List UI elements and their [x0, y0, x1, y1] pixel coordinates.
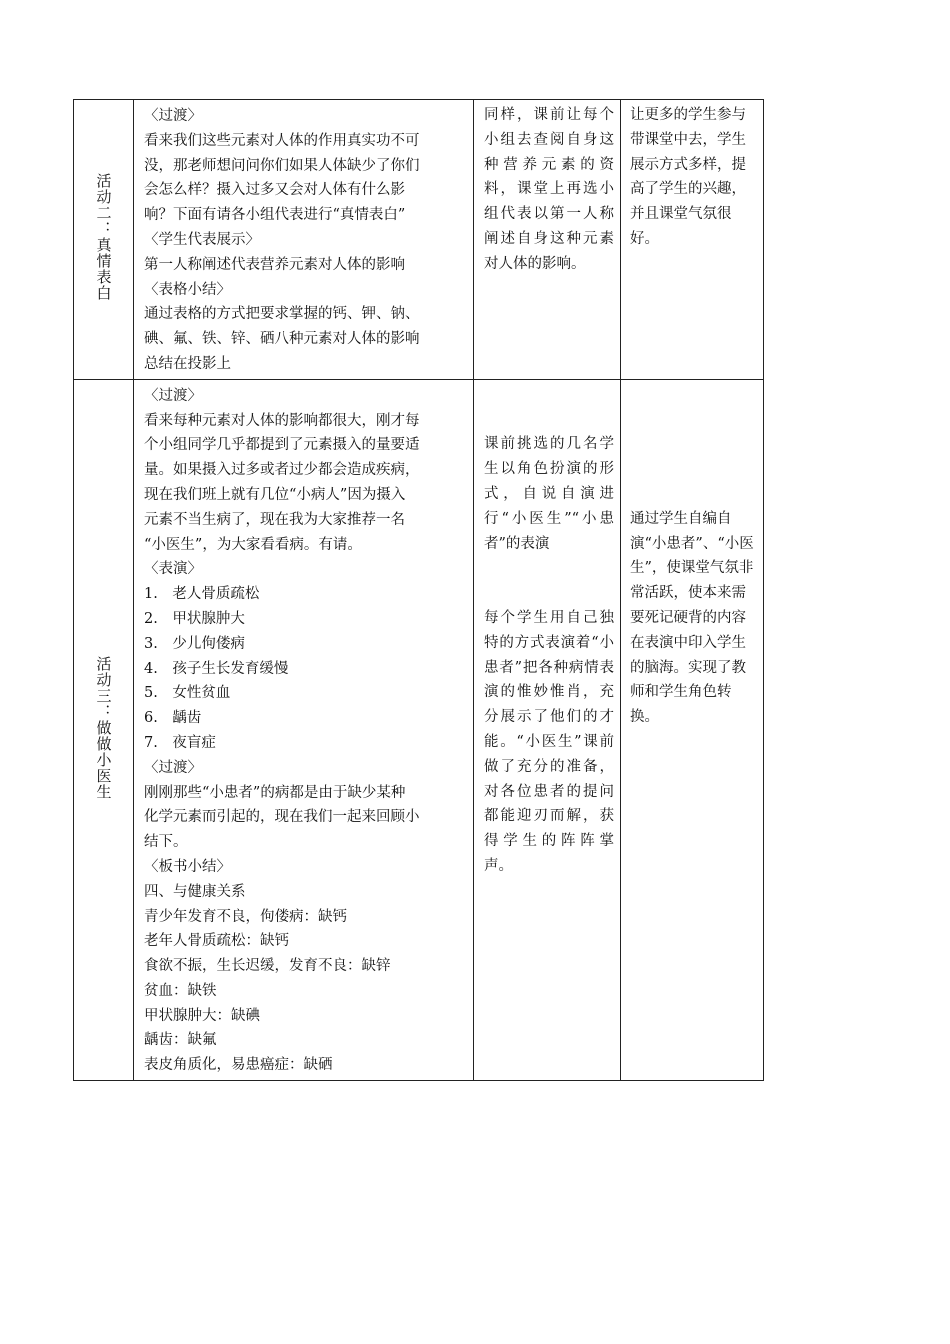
student-activity-text: 同样，课前让每个小组去查阅自身这种营养元素的资料，课堂上再选小组代表以第一人称阐述自身这种元素对人体的影响。: [484, 107, 614, 272]
content-line: 化学元素而引起的，现在我们一起来回顾小: [144, 809, 420, 826]
design-intent-text: 通过学生自编自演“小患者”、“小医生”，使课堂气氛非常活跃，使本来需要死记硬背的内容在表演中印入学生的脑海。实现了教师和学生角色转换。: [630, 510, 754, 726]
content-line: 7. 夜盲症: [144, 734, 216, 751]
content-line: 6. 龋齿: [144, 710, 202, 727]
student-activity-block: [474, 380, 620, 881]
content-line: 〈过渡〉: [144, 108, 202, 124]
content-line: 老年人骨质疏松：缺钙: [144, 933, 289, 950]
content-line: 个小组同学几乎都提到了元素摄入的量要适: [144, 437, 420, 454]
content-line: 甲状腺肿大：缺碘: [144, 1007, 260, 1024]
content-line: 响？下面有请各小组代表进行“真情表白”: [144, 207, 406, 224]
content-line: 第一人称阐述代表营养元素对人体的影响: [144, 256, 405, 273]
content-line: 〈过渡〉: [144, 759, 202, 776]
student-activity-text: 课前挑选的几名学生以角色扮演的形式，自说自演进行“小医生”“小患者”的表演: [484, 436, 614, 552]
content-line: 食欲不振，生长迟缓，发育不良：缺锌: [144, 958, 391, 975]
table-row: [74, 379, 764, 1080]
content-line: 〈表演〉: [144, 561, 202, 578]
content-line: 青少年发育不良，佝偻病：缺钙: [144, 908, 347, 925]
content-line: 〈学生代表展示〉: [144, 231, 260, 248]
content-line: 贫血：缺铁: [144, 982, 217, 999]
content-line: 刚刚那些“小患者”的病都是由于缺少某种: [144, 784, 406, 801]
content-line: 通过表格的方式把要求掌握的钙、钾、钠、: [144, 306, 420, 323]
content-line: 〈过渡〉: [144, 387, 202, 404]
content-line: 2. 甲状腺肿大: [144, 610, 245, 627]
content-line: 看来我们这些元素对人体的作用真实功不可: [144, 132, 420, 149]
content-line: 〈板书小结〉: [144, 858, 231, 875]
content-cell: [134, 379, 474, 1080]
content-line: 龋齿：缺氟: [144, 1032, 217, 1049]
content-cell: [134, 100, 474, 380]
content-line: 3. 少儿佝偻病: [144, 635, 245, 652]
student-activity-cell: [474, 379, 621, 1080]
content-line: 现在我们班上就有几位“小病人”因为摄入: [144, 486, 406, 503]
content-line: 〈表格小结〉: [144, 281, 231, 298]
design-intent-block: [621, 380, 763, 732]
design-intent-cell: [621, 100, 764, 380]
content-line: 4. 孩子生长发育缓慢: [144, 660, 289, 677]
activity-cell: [74, 100, 134, 380]
content-lines: [134, 380, 473, 1080]
activity-title: 活动三：做做小医生: [94, 655, 113, 800]
design-intent-cell: [621, 379, 764, 1080]
table-row: [74, 100, 764, 380]
content-line: “小医生”，为大家看看病。有请。: [144, 536, 362, 553]
student-activity-text-2: 每个学生用自己独特的方式表演着“小患者”把各种病情表演的惟妙惟肖，充分展示了他们的才能。“小医生”课前做了充分的准备，对各位患者的提问都能迎刃而解，获得学生的阵阵掌声。: [484, 609, 614, 874]
content-line: 5. 女性贫血: [144, 685, 231, 702]
content-line: 1. 老人骨质疏松: [144, 586, 260, 603]
content-lines: [134, 100, 473, 379]
content-line: 表皮角质化，易患癌症：缺硒: [144, 1057, 333, 1074]
lesson-plan-table: [73, 99, 764, 1081]
content-line: 碘、氟、铁、锌、硒八种元素对人体的影响: [144, 331, 420, 348]
content-line: 量。如果摄入过多或者过少都会造成疾病，: [144, 462, 420, 479]
content-line: 四、与健康关系: [144, 883, 246, 900]
activity-title: 活动二：真情表白: [94, 173, 113, 302]
student-activity-cell: [474, 100, 621, 380]
content-line: 看来每种元素对人体的影响都很大，刚才每: [144, 412, 420, 429]
content-line: 没，那老师想问问你们如果人体缺少了你们: [144, 157, 420, 174]
content-line: 会怎么样？摄入过多又会对人体有什么影: [144, 182, 405, 199]
content-line: 元素不当生病了，现在我为大家推荐一名: [144, 511, 405, 528]
content-line: 结下。: [144, 834, 188, 851]
content-line: 总结在投影上: [144, 355, 231, 372]
design-intent-text: 让更多的学生参与带课堂中去，学生展示方式多样，提高了学生的兴趣，并且课堂气氛很好。: [630, 107, 746, 247]
activity-cell: [74, 379, 134, 1080]
